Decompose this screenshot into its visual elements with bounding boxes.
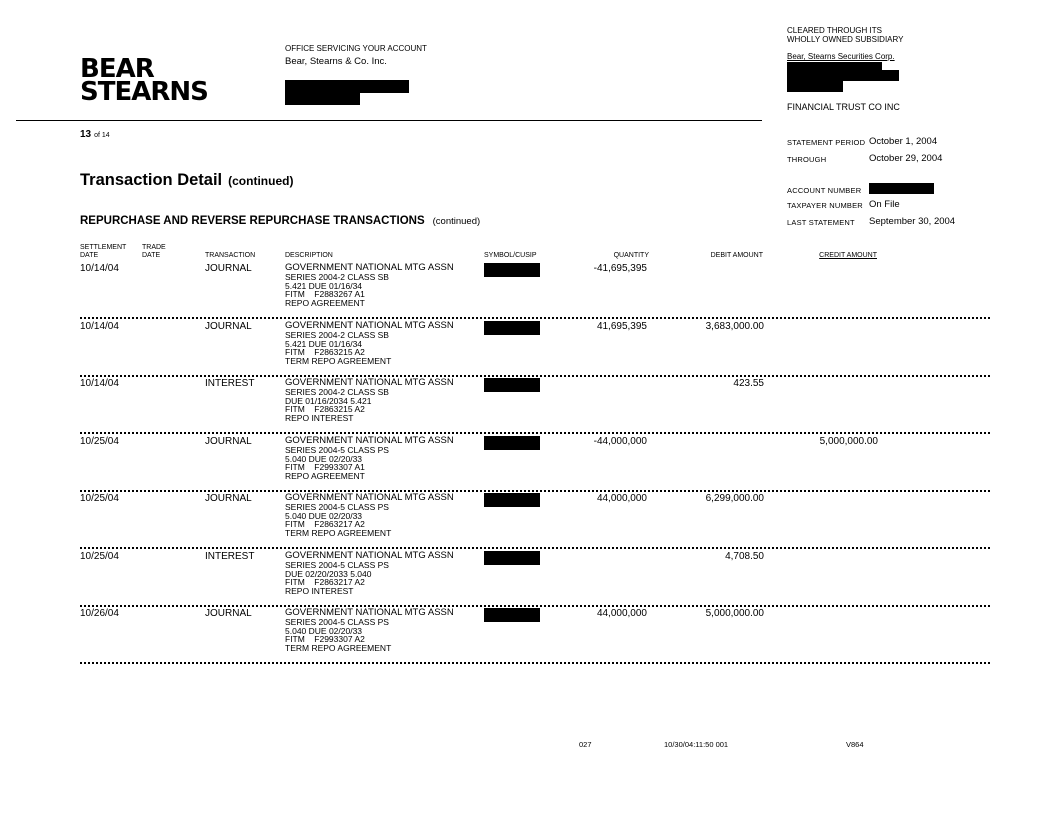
redacted-symbol-cusip xyxy=(484,436,540,450)
redacted-symbol-cusip xyxy=(484,608,540,622)
table-row xyxy=(0,378,1056,438)
account-number-label: ACCOUNT NUMBER xyxy=(787,186,862,195)
col-trade-line2: DATE xyxy=(142,252,161,259)
cleared-line-1: CLEARED THROUGH ITS xyxy=(787,26,882,35)
description-line-3: DUE 02/20/2033 5.040 xyxy=(285,568,372,579)
table-row xyxy=(0,608,1056,668)
description-line-2: SERIES 2004-2 CLASS SB xyxy=(285,272,389,282)
bear-stearns-logo xyxy=(80,54,208,107)
col-transaction: TRANSACTION xyxy=(205,252,256,259)
transaction-type: JOURNAL xyxy=(205,263,252,274)
description-line-3: 5.421 DUE 01/16/34 xyxy=(285,280,363,291)
redacted-account-name-2 xyxy=(787,70,899,81)
description-line-5: REPO AGREEMENT xyxy=(285,297,365,308)
debit-amount: 6,299,000.00 xyxy=(705,493,764,504)
table-row xyxy=(0,321,1056,381)
table-row xyxy=(0,493,1056,553)
redacted-symbol-cusip xyxy=(484,263,540,277)
through-value: October 29, 2004 xyxy=(869,153,943,164)
redacted-symbol-cusip xyxy=(484,551,540,565)
description xyxy=(285,378,454,422)
col-trade-date xyxy=(142,244,166,260)
redacted-address-2 xyxy=(285,93,360,105)
office-name: Bear, Stearns & Co. Inc. xyxy=(285,56,387,67)
table-row xyxy=(0,551,1056,611)
description-line-1: GOVERNMENT NATIONAL MTG ASSN xyxy=(285,262,454,273)
quantity: -44,000,000 xyxy=(593,436,647,447)
subsection-title-suffix: (continued) xyxy=(432,216,481,227)
subsection-title xyxy=(80,215,480,227)
description-line-3: 5.040 DUE 02/20/33 xyxy=(285,625,363,636)
cleared-firm: Bear, Stearns Securities Corp. xyxy=(787,52,895,61)
description-line-4: FITM F2863215 A2 xyxy=(285,404,365,415)
col-credit-amount: CREDIT AMOUNT xyxy=(819,252,877,259)
redacted-account-number xyxy=(869,183,934,194)
footer-code-2: V864 xyxy=(846,740,864,749)
col-debit-amount: DEBIT AMOUNT xyxy=(710,252,763,259)
description-line-4: FITM F2863217 A2 xyxy=(285,577,365,588)
col-trade-line1: TRADE xyxy=(142,244,166,251)
col-symbol-cusip: SYMBOL/CUSIP xyxy=(484,252,537,259)
section-title-text: Transaction Detail xyxy=(80,171,223,189)
page-number xyxy=(80,129,110,140)
table-row xyxy=(0,263,1056,323)
description xyxy=(285,263,454,307)
description-line-1: GOVERNMENT NATIONAL MTG ASSN xyxy=(285,550,454,561)
description-line-2: SERIES 2004-5 CLASS PS xyxy=(285,445,389,455)
description-line-1: GOVERNMENT NATIONAL MTG ASSN xyxy=(285,435,454,446)
section-title xyxy=(80,171,293,190)
settlement-date: 10/25/04 xyxy=(80,436,119,447)
footer-code-1: 027 xyxy=(579,740,592,749)
table-row xyxy=(0,436,1056,496)
taxpayer-number-value: On File xyxy=(869,199,900,210)
transaction-type: JOURNAL xyxy=(205,608,252,619)
col-description: DESCRIPTION xyxy=(285,252,333,259)
statement-period-label: STATEMENT PERIOD xyxy=(787,138,866,147)
subsection-title-text: REPURCHASE AND REVERSE REPURCHASE TRANSACTIONS xyxy=(80,215,425,227)
settlement-date: 10/14/04 xyxy=(80,378,119,389)
description-line-5: REPO INTEREST xyxy=(285,412,354,423)
col-settlement-line1: SETTLEMENT xyxy=(80,244,127,251)
row-divider xyxy=(80,547,990,549)
settlement-date: 10/25/04 xyxy=(80,493,119,504)
col-quantity: QUANTITY xyxy=(613,252,649,259)
description xyxy=(285,493,454,537)
redacted-symbol-cusip xyxy=(484,493,540,507)
row-divider xyxy=(80,605,990,607)
description-line-5: REPO INTEREST xyxy=(285,585,354,596)
redacted-symbol-cusip xyxy=(484,321,540,335)
quantity: -41,695,395 xyxy=(593,263,647,274)
description xyxy=(285,436,454,480)
office-label: OFFICE SERVICING YOUR ACCOUNT xyxy=(285,44,427,53)
cleared-line-2: WHOLLY OWNED SUBSIDIARY xyxy=(787,35,904,44)
redacted-address-1 xyxy=(285,80,409,93)
transaction-type: JOURNAL xyxy=(205,493,252,504)
description xyxy=(285,608,454,652)
taxpayer-number-label: TAXPAYER NUMBER xyxy=(787,201,863,210)
transaction-type: JOURNAL xyxy=(205,436,252,447)
description-line-2: SERIES 2004-5 CLASS PS xyxy=(285,560,389,570)
description-line-4: FITM F2863215 A2 xyxy=(285,347,365,358)
transaction-type: INTEREST xyxy=(205,551,255,562)
debit-amount: 5,000,000.00 xyxy=(705,608,764,619)
col-settlement-line2: DATE xyxy=(80,252,99,259)
account-holder-name: FINANCIAL TRUST CO INC xyxy=(787,102,900,112)
quantity: 44,000,000 xyxy=(596,493,647,504)
description-line-4: FITM F2993307 A2 xyxy=(285,634,365,645)
credit-amount: 5,000,000.00 xyxy=(819,436,878,447)
redacted-symbol-cusip xyxy=(484,378,540,392)
footer-timestamp: 10/30/04:11:50 001 xyxy=(664,740,729,749)
logo-line-1: BEAR xyxy=(80,54,154,84)
settlement-date: 10/14/04 xyxy=(80,321,119,332)
debit-amount: 423.55 xyxy=(733,378,764,389)
transaction-type: JOURNAL xyxy=(205,321,252,332)
description-line-4: FITM F2993307 A1 xyxy=(285,462,365,473)
col-settlement-date xyxy=(80,244,126,260)
description xyxy=(285,321,454,365)
description-line-4: FITM F2883267 A1 xyxy=(285,289,365,300)
row-divider xyxy=(80,662,990,664)
description-line-1: GOVERNMENT NATIONAL MTG ASSN xyxy=(285,492,454,503)
page-of-total: of 14 xyxy=(94,132,110,139)
last-statement-value: September 30, 2004 xyxy=(869,216,956,227)
quantity: 41,695,395 xyxy=(596,321,647,332)
settlement-date: 10/25/04 xyxy=(80,551,119,562)
description-line-2: SERIES 2004-2 CLASS SB xyxy=(285,330,389,340)
debit-amount: 3,683,000.00 xyxy=(705,321,764,332)
row-divider xyxy=(80,317,990,319)
logo-line-2: STEARNS xyxy=(80,77,208,107)
description-line-3: 5.040 DUE 02/20/33 xyxy=(285,510,363,521)
redacted-account-name-1 xyxy=(787,62,882,70)
description-line-4: FITM F2863217 A2 xyxy=(285,519,365,530)
description-line-2: SERIES 2004-2 CLASS SB xyxy=(285,387,389,397)
header-divider xyxy=(16,120,762,121)
description-line-5: TERM REPO AGREEMENT xyxy=(285,527,392,538)
settlement-date: 10/14/04 xyxy=(80,263,119,274)
through-label: THROUGH xyxy=(787,155,827,164)
row-divider xyxy=(80,375,990,377)
description-line-5: TERM REPO AGREEMENT xyxy=(285,355,392,366)
description xyxy=(285,551,454,595)
redacted-account-name-3 xyxy=(787,81,843,92)
description-line-5: TERM REPO AGREEMENT xyxy=(285,642,392,653)
description-line-2: SERIES 2004-5 CLASS PS xyxy=(285,617,389,627)
transaction-type: INTEREST xyxy=(205,378,255,389)
page-current: 13 xyxy=(80,129,92,140)
description-line-1: GOVERNMENT NATIONAL MTG ASSN xyxy=(285,607,454,618)
row-divider xyxy=(80,432,990,434)
statement-period-value: October 1, 2004 xyxy=(869,136,938,147)
last-statement-label: LAST STATEMENT xyxy=(787,218,855,227)
description-line-3: 5.421 DUE 01/16/34 xyxy=(285,338,363,349)
row-divider xyxy=(80,490,990,492)
description-line-1: GOVERNMENT NATIONAL MTG ASSN xyxy=(285,377,454,388)
section-title-suffix: (continued) xyxy=(228,174,294,188)
debit-amount: 4,708.50 xyxy=(725,551,764,562)
description-line-2: SERIES 2004-5 CLASS PS xyxy=(285,502,389,512)
settlement-date: 10/26/04 xyxy=(80,608,119,619)
description-line-1: GOVERNMENT NATIONAL MTG ASSN xyxy=(285,320,454,331)
description-line-3: 5.040 DUE 02/20/33 xyxy=(285,453,363,464)
description-line-5: REPO AGREEMENT xyxy=(285,470,365,481)
description-line-3: DUE 01/16/2034 5.421 xyxy=(285,395,372,406)
quantity: 44,000,000 xyxy=(596,608,647,619)
